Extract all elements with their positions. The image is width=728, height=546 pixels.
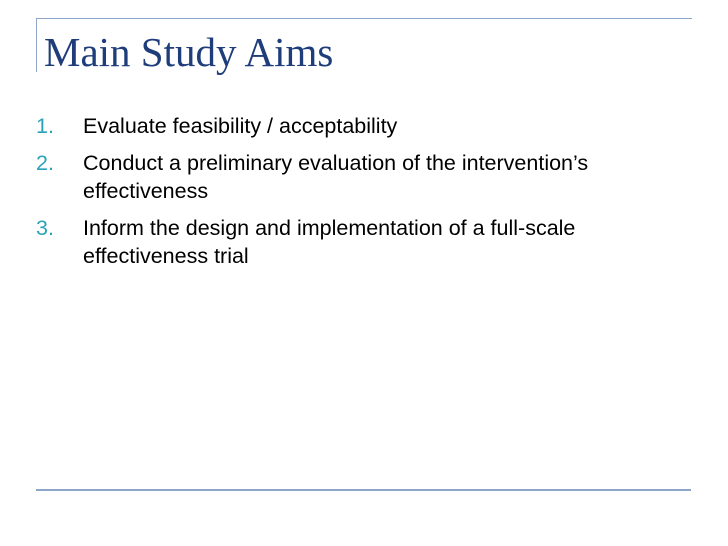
aims-list xyxy=(36,112,656,279)
aim-item-1 xyxy=(36,112,656,140)
aim-item-2 xyxy=(36,149,656,205)
aim-number: 3. xyxy=(36,216,54,240)
aim-text: Inform the design and implementation of a full-scale effectiveness trial xyxy=(83,216,576,268)
bottom-rule xyxy=(36,489,691,491)
left-rule xyxy=(36,18,37,72)
top-rule xyxy=(36,18,692,19)
aim-number: 1. xyxy=(36,114,54,138)
slide-title: Main Study Aims xyxy=(44,29,334,75)
aim-number: 2. xyxy=(36,151,54,175)
aim-text: Conduct a preliminary evaluation of the intervention’s effectiveness xyxy=(83,151,589,203)
aim-text: Evaluate feasibility / acceptability xyxy=(83,114,398,138)
aim-item-3 xyxy=(36,214,656,270)
